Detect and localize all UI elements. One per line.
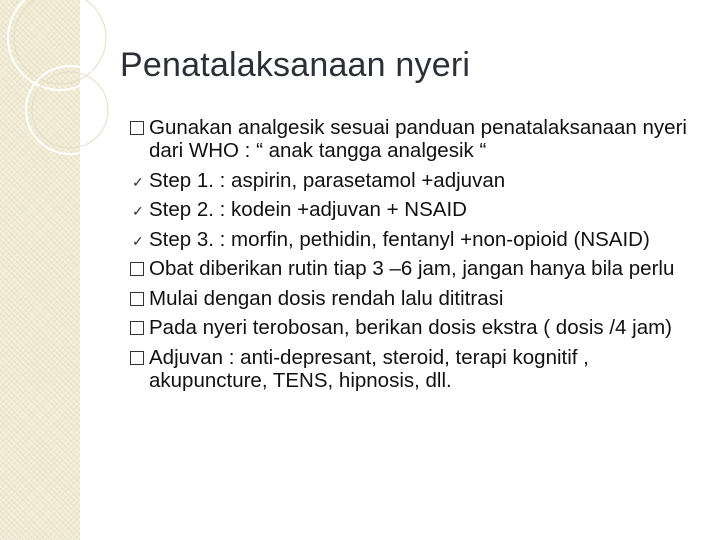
list-item [130,116,710,162]
square-bullet-icon [130,351,144,365]
list-item-text: Obat diberikan rutin tiap 3 –6 jam, jangan hanya bila perlu [149,257,675,280]
checkmark-bullet-icon: ✓ [132,232,144,249]
list-item [130,316,710,339]
list-item-text: Gunakan analgesik sesuai panduan penatalaksanaan nyeri dari WHO : “ anak tangga analgesik “ [149,116,687,162]
list-item [130,346,710,392]
list-item [130,257,710,280]
list-item [130,198,710,221]
list-item-text: Step 2. : kodein +adjuvan + NSAID [149,198,467,221]
list-item-text: Step 1. : aspirin, parasetamol +adjuvan [149,168,506,192]
square-bullet-icon [130,292,144,306]
list-item [130,287,710,310]
checkmark-bullet-icon: ✓ [132,173,144,190]
square-bullet-icon [130,121,144,135]
bullet-list [130,116,710,398]
list-item-text: Pada nyeri terobosan, berikan dosis ekstra ( dosis /4 jam) [149,316,673,339]
list-item-text: Adjuvan : anti-depresant, steroid, terapi kognitif , akupuncture, TENS, hipnosis, dll. [149,345,589,392]
square-bullet-icon [130,321,144,335]
list-item-text: Step 3. : morfin, pethidin, fentanyl +non-opioid (NSAID) [149,227,650,251]
slide-title: Penatalaksanaan nyeri [120,46,471,84]
checkmark-bullet-icon: ✓ [132,203,144,219]
list-item [130,228,710,251]
square-bullet-icon [130,262,144,276]
list-item-text: Mulai dengan dosis rendah lalu dititrasi [149,286,504,310]
list-item [130,169,710,192]
